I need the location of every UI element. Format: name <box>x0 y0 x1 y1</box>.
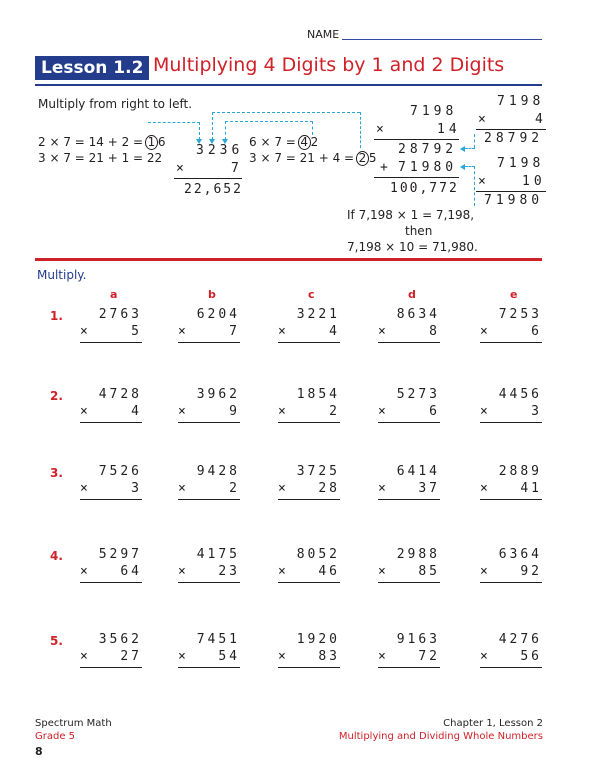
multiplicand: 4456 <box>498 387 542 402</box>
example-answer-line <box>174 178 242 179</box>
left-step-1: 2 × 7 = 14 + 2 = 1 6 <box>38 135 166 149</box>
multiplier: 6 <box>531 324 542 339</box>
carry-circle-2: 2 <box>356 151 369 166</box>
title-divider <box>35 84 542 86</box>
partial-arrow-1-head <box>460 146 465 152</box>
multiplicand: 3962 <box>196 387 240 402</box>
multiplier-row <box>278 480 340 497</box>
long-answer: 100,772 <box>390 181 459 196</box>
multiplier-row <box>278 648 340 665</box>
partial-arrow-1-h <box>465 148 475 149</box>
side1-top-number: 7198 <box>497 94 545 109</box>
example-answer: 22,652 <box>184 182 243 197</box>
mid-step-2: 3 × 7 = 21 + 4 = 2 5 <box>249 151 377 165</box>
answer-line <box>178 499 240 500</box>
multiplicand: 9428 <box>196 464 240 479</box>
example-top-number: 3236 <box>196 143 244 158</box>
multiplier: 2 <box>229 481 240 496</box>
answer-line <box>80 582 142 583</box>
problem-1e[interactable] <box>480 306 542 343</box>
row-number: 2. <box>50 389 63 403</box>
note-line-1: If 7,198 × 1 = 7,198, <box>347 208 475 222</box>
multiplier: 4 <box>329 324 340 339</box>
problem-1d[interactable] <box>378 306 440 343</box>
row-number: 1. <box>50 309 63 323</box>
answer-line <box>178 582 240 583</box>
multiplier: 27 <box>120 649 142 664</box>
answer-line <box>378 422 440 423</box>
problem-1a[interactable] <box>80 306 142 343</box>
carry-arrow-3-h <box>225 121 313 122</box>
footer-series: Spectrum Math <box>35 718 112 729</box>
multiplier-row <box>378 563 440 580</box>
multiplier-row <box>178 648 240 665</box>
multiplicand: 2889 <box>498 464 542 479</box>
answer-line <box>80 422 142 423</box>
times-sign: × <box>278 649 286 664</box>
problem-5b[interactable] <box>178 631 240 668</box>
multiplier: 41 <box>520 481 542 496</box>
times-sign: × <box>378 324 386 339</box>
multiplier: 37 <box>418 481 440 496</box>
answer-line <box>378 342 440 343</box>
multiplier-row <box>178 323 240 340</box>
times-sign: × <box>480 564 488 579</box>
times-sign: × <box>178 649 186 664</box>
column-letter-d: d <box>408 288 416 301</box>
lesson-badge: Lesson 1.2 <box>35 56 149 80</box>
multiplicand: 7526 <box>98 464 142 479</box>
long-top-number: 7198 <box>410 104 458 119</box>
times-sign: × <box>80 649 88 664</box>
answer-line <box>80 342 142 343</box>
side2-result: 71980 <box>484 193 544 208</box>
multiplicand: 8052 <box>296 547 340 562</box>
example-multiplier: 7 <box>231 161 243 176</box>
side1-times-sign: × <box>478 112 486 127</box>
row-number: 3. <box>50 466 63 480</box>
carry-arrow-1-v <box>199 122 200 140</box>
multiplicand: 4175 <box>196 547 240 562</box>
side1-result: 28792 <box>484 131 544 146</box>
answer-line <box>480 582 542 583</box>
multiplier-row <box>178 403 240 420</box>
multiplier: 85 <box>418 564 440 579</box>
problem-2e[interactable] <box>480 386 542 423</box>
times-sign: × <box>80 481 88 496</box>
times-sign: × <box>480 324 488 339</box>
multiplier-row <box>178 563 240 580</box>
footer-topic: Multiplying and Dividing Whole Numbers <box>338 731 543 742</box>
multiplier-row <box>480 403 542 420</box>
multiplicand: 4276 <box>498 632 542 647</box>
multiplicand: 9163 <box>396 632 440 647</box>
carry-arrow-2-v <box>212 112 213 140</box>
multiplier: 46 <box>318 564 340 579</box>
long-line-1 <box>374 139 459 140</box>
times-sign: × <box>378 564 386 579</box>
page-number: 8 <box>35 745 43 758</box>
lesson-title: Multiplying 4 Digits by 1 and 2 Digits <box>153 54 505 76</box>
problem-3c[interactable] <box>278 463 340 500</box>
multiplicand: 6414 <box>396 464 440 479</box>
times-sign: × <box>480 404 488 419</box>
side1-line <box>476 129 546 130</box>
times-sign: × <box>278 564 286 579</box>
multiplier: 54 <box>218 649 240 664</box>
multiplier-row <box>80 648 142 665</box>
multiplier-row <box>378 323 440 340</box>
name-line[interactable] <box>342 39 542 40</box>
multiplier-row <box>480 323 542 340</box>
multiplier-row <box>278 403 340 420</box>
problem-3d[interactable] <box>378 463 440 500</box>
multiplier-row <box>80 323 142 340</box>
carry-arrow-3-head <box>222 139 228 144</box>
multiplier: 3 <box>131 481 142 496</box>
side2-line <box>476 191 546 192</box>
multiplier: 23 <box>218 564 240 579</box>
carry-arrow-2-h <box>212 112 360 113</box>
multiplier-row <box>378 403 440 420</box>
problem-5d[interactable] <box>378 631 440 668</box>
problem-3a[interactable] <box>80 463 142 500</box>
multiplier-row <box>80 403 142 420</box>
name-label: NAME <box>307 28 340 41</box>
multiplicand: 5273 <box>396 387 440 402</box>
times-sign: × <box>278 404 286 419</box>
long-multiplier: 14 <box>437 122 461 137</box>
answer-line <box>178 667 240 668</box>
answer-line <box>80 667 142 668</box>
multiplicand: 3221 <box>296 307 340 322</box>
column-letter-c: c <box>308 288 315 301</box>
multiplier: 56 <box>520 649 542 664</box>
multiplier: 4 <box>131 404 142 419</box>
times-sign: × <box>278 324 286 339</box>
left-step-2: 3 × 7 = 21 + 1 = 22 <box>38 151 163 165</box>
times-sign: × <box>480 649 488 664</box>
multiplier-row <box>80 563 142 580</box>
multiplicand: 3725 <box>296 464 340 479</box>
carry-arrow-1-head <box>196 139 202 144</box>
answer-line <box>278 422 340 423</box>
multiplicand: 2988 <box>396 547 440 562</box>
carry-arrow-2-up <box>360 112 361 148</box>
answer-line <box>278 342 340 343</box>
answer-line <box>278 667 340 668</box>
note-line-2: then <box>405 224 433 238</box>
multiplier: 72 <box>418 649 440 664</box>
times-sign: × <box>378 404 386 419</box>
example-times-sign: × <box>176 161 184 176</box>
side2-top-number: 7198 <box>497 156 545 171</box>
multiplier-row <box>278 563 340 580</box>
multiplicand: 6204 <box>196 307 240 322</box>
side1-multiplier: 4 <box>535 112 547 127</box>
answer-line <box>378 499 440 500</box>
problem-2c[interactable] <box>278 386 340 423</box>
multiplicand: 1920 <box>296 632 340 647</box>
multiplier-row <box>278 323 340 340</box>
partial-arrow-2-v <box>474 166 475 206</box>
times-sign: × <box>178 404 186 419</box>
multiplier: 3 <box>531 404 542 419</box>
long-plus-sign: + <box>380 160 388 175</box>
row-number: 5. <box>50 634 63 648</box>
answer-line <box>480 499 542 500</box>
section-divider <box>35 258 542 261</box>
multiplier: 2 <box>329 404 340 419</box>
answer-line <box>278 582 340 583</box>
problem-5c[interactable] <box>278 631 340 668</box>
problem-2d[interactable] <box>378 386 440 423</box>
multiplier-row <box>378 648 440 665</box>
answer-line <box>80 499 142 500</box>
multiplier: 5 <box>131 324 142 339</box>
column-letter-b: b <box>208 288 216 301</box>
problem-1c[interactable] <box>278 306 340 343</box>
practice-label: Multiply. <box>37 268 87 282</box>
multiplier: 64 <box>120 564 142 579</box>
long-line-2 <box>374 177 459 178</box>
example-instruction: Multiply from right to left. <box>38 97 193 111</box>
multiplicand: 1854 <box>296 387 340 402</box>
multiplicand: 8634 <box>396 307 440 322</box>
carry-circle-4: 4 <box>298 135 311 150</box>
multiplicand: 7451 <box>196 632 240 647</box>
long-partial-1: 28792 <box>398 142 458 157</box>
multiplier-row <box>80 480 142 497</box>
side2-times-sign: × <box>478 174 486 189</box>
multiplier-row <box>480 480 542 497</box>
times-sign: × <box>80 564 88 579</box>
long-times-sign: × <box>376 122 384 137</box>
answer-line <box>480 422 542 423</box>
carry-arrow-3-v <box>225 121 226 140</box>
multiplier-row <box>480 563 542 580</box>
side2-multiplier: 10 <box>522 174 546 189</box>
multiplicand: 5297 <box>98 547 142 562</box>
row-number: 4. <box>50 549 63 563</box>
multiplier: 83 <box>318 649 340 664</box>
multiplier: 8 <box>429 324 440 339</box>
mid-step-1: 6 × 7 = 4 2 <box>249 135 319 149</box>
multiplier: 7 <box>229 324 240 339</box>
multiplier: 28 <box>318 481 340 496</box>
multiplier: 9 <box>229 404 240 419</box>
problem-1b[interactable] <box>178 306 240 343</box>
times-sign: × <box>278 481 286 496</box>
column-letter-e: e <box>510 288 518 301</box>
carry-arrow-2-head <box>209 139 215 144</box>
multiplier-row <box>378 480 440 497</box>
problem-5a[interactable] <box>80 631 142 668</box>
footer-grade: Grade 5 <box>35 731 76 742</box>
answer-line <box>178 342 240 343</box>
partial-arrow-2-head <box>460 164 465 170</box>
answer-line <box>480 667 542 668</box>
times-sign: × <box>178 324 186 339</box>
problem-4c[interactable] <box>278 546 340 583</box>
partial-arrow-1-v <box>474 134 475 148</box>
times-sign: × <box>378 649 386 664</box>
answer-line <box>278 499 340 500</box>
times-sign: × <box>480 481 488 496</box>
times-sign: × <box>80 404 88 419</box>
carry-arrow-1-h <box>148 122 200 123</box>
multiplicand: 6364 <box>498 547 542 562</box>
problem-4b[interactable] <box>178 546 240 583</box>
answer-line <box>480 342 542 343</box>
multiplicand: 3562 <box>98 632 142 647</box>
multiplier-row <box>178 480 240 497</box>
long-partial-2: 71980 <box>398 160 458 175</box>
problem-4a[interactable] <box>80 546 142 583</box>
problem-4e[interactable] <box>480 546 542 583</box>
problem-3e[interactable] <box>480 463 542 500</box>
times-sign: × <box>378 481 386 496</box>
answer-line <box>378 667 440 668</box>
times-sign: × <box>178 564 186 579</box>
answer-line <box>178 422 240 423</box>
multiplicand: 2763 <box>98 307 142 322</box>
note-line-3: 7,198 × 10 = 71,980. <box>347 240 478 254</box>
problem-5e[interactable] <box>480 631 542 668</box>
carry-circle: 1 <box>145 135 158 150</box>
answer-line <box>378 582 440 583</box>
multiplier: 6 <box>429 404 440 419</box>
times-sign: × <box>178 481 186 496</box>
problem-2b[interactable] <box>178 386 240 423</box>
column-letter-a: a <box>110 288 118 301</box>
problem-3b[interactable] <box>178 463 240 500</box>
problem-2a[interactable] <box>80 386 142 423</box>
carry-arrow-3-up <box>312 121 313 135</box>
problem-4d[interactable] <box>378 546 440 583</box>
multiplicand: 7253 <box>498 307 542 322</box>
multiplicand: 4728 <box>98 387 142 402</box>
footer-chapter: Chapter 1, Lesson 2 <box>443 718 543 729</box>
multiplier-row <box>480 648 542 665</box>
times-sign: × <box>80 324 88 339</box>
multiplier: 92 <box>520 564 542 579</box>
